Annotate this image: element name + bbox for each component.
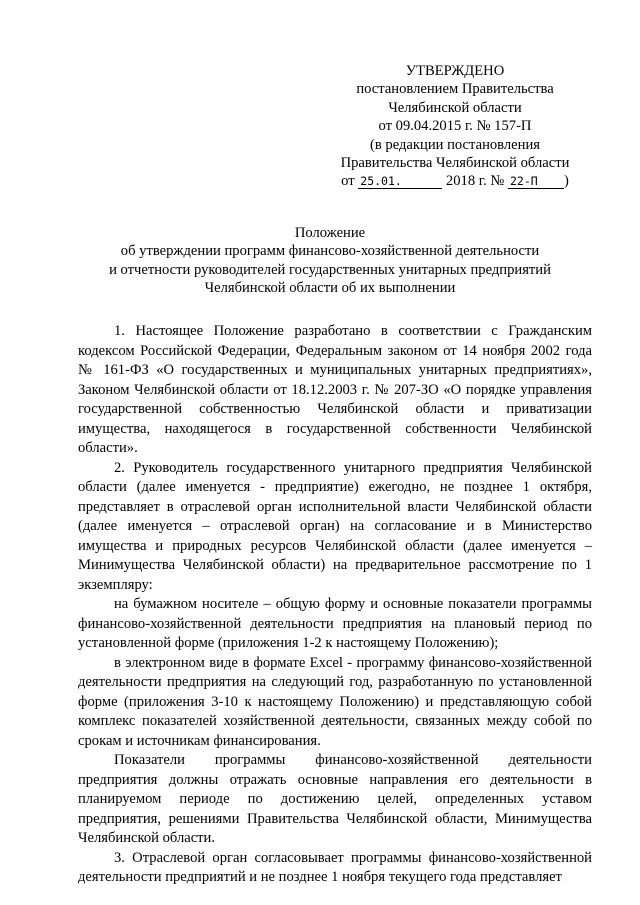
title-line-4: Челябинской области об их выполнении: [204, 280, 456, 297]
approval-line-2: Челябинской области: [388, 99, 522, 116]
paragraph-1: 1. Настоящее Положение разработано в соответствии с Гражданским кодексом Российской Федерации, Федеральным законом от 14 ноября 2002 года № 161-ФЗ «О государственных и муниципальных унитарных предприятиях», Законом Челябинской области от 18.12.2003 г. № 207-ЗО «О порядке управления государственной собственностью Челябинской области и приватизации имущества, находящегося в государственной собственности Челябинской области».: [78, 323, 592, 456]
approval-line-4: (в редакции постановления: [370, 136, 540, 153]
paragraph-4: в электронном виде в формате Excel - программу финансово-хозяйственной деятельности предприятия на следующий год, разработанную по установленной форме (приложения 3-10 к настоящему Положению) и представляющую собой комплекс показателей хозяйственной деятельности, связанных между собой по срокам и источникам финансирования.: [78, 654, 592, 749]
number-fill-field: 22-П: [508, 174, 564, 189]
document-title-block: [70, 224, 590, 298]
approval-line-1: постановлением Правительства: [356, 81, 554, 98]
document-body: [78, 322, 592, 888]
paragraph-6: 3. Отраслевой орган согласовывает программы финансово-хозяйственной деятельности предприятий и не позднее 1 ноября текущего года представляет: [78, 849, 592, 885]
paragraph-5: Показатели программы финансово-хозяйственной деятельности предприятия должны отражать основные направления его деятельности в планируемом периоде по достижению целей, определенных уставом предприятия, решениями Правительства Челябинской области, Минимущества Челябинской области.: [78, 752, 592, 846]
paragraph-2: 2. Руководитель государственного унитарного предприятия Челябинской области (далее именуется - предприятие) ежегодно, не позднее 1 октября, представляет в отраслевой орган исполнительной власти Челябинской области (далее именуется – отраслевой орган) на согласование и в Министерство имущества и природных ресурсов Челябинской области (далее именуется – Минимущества Челябинской области) на предварительное рассмотрение по 1 экземпляру:: [78, 459, 592, 593]
approval-date-line: [320, 172, 590, 190]
closing-paren: ): [563, 173, 569, 190]
approval-line-3: от 09.04.2015 г. № 157-П: [378, 118, 532, 135]
title-line-1: Положение: [294, 225, 366, 241]
paragraph-3: на бумажном носителе – общую форму и основные показатели программы финансово-хозяйственной деятельности предприятия на плановый период по установленной форме (приложения 1-2 к настоящему Положению);: [78, 596, 592, 651]
year-text: 2018 г. №: [445, 173, 505, 190]
approval-stamp-block: [320, 62, 590, 191]
title-line-2: об утверждении программ финансово-хозяйственной деятельности: [120, 243, 540, 260]
approval-line-5: Правительства Челябинской области: [340, 155, 570, 172]
approval-heading: УТВЕРЖДЕНО: [405, 63, 505, 79]
date-prefix: от: [341, 173, 355, 190]
title-line-3: и отчетности руководителей государственных унитарных предприятий: [109, 261, 551, 278]
date-fill-field: 25.01.: [358, 174, 442, 189]
